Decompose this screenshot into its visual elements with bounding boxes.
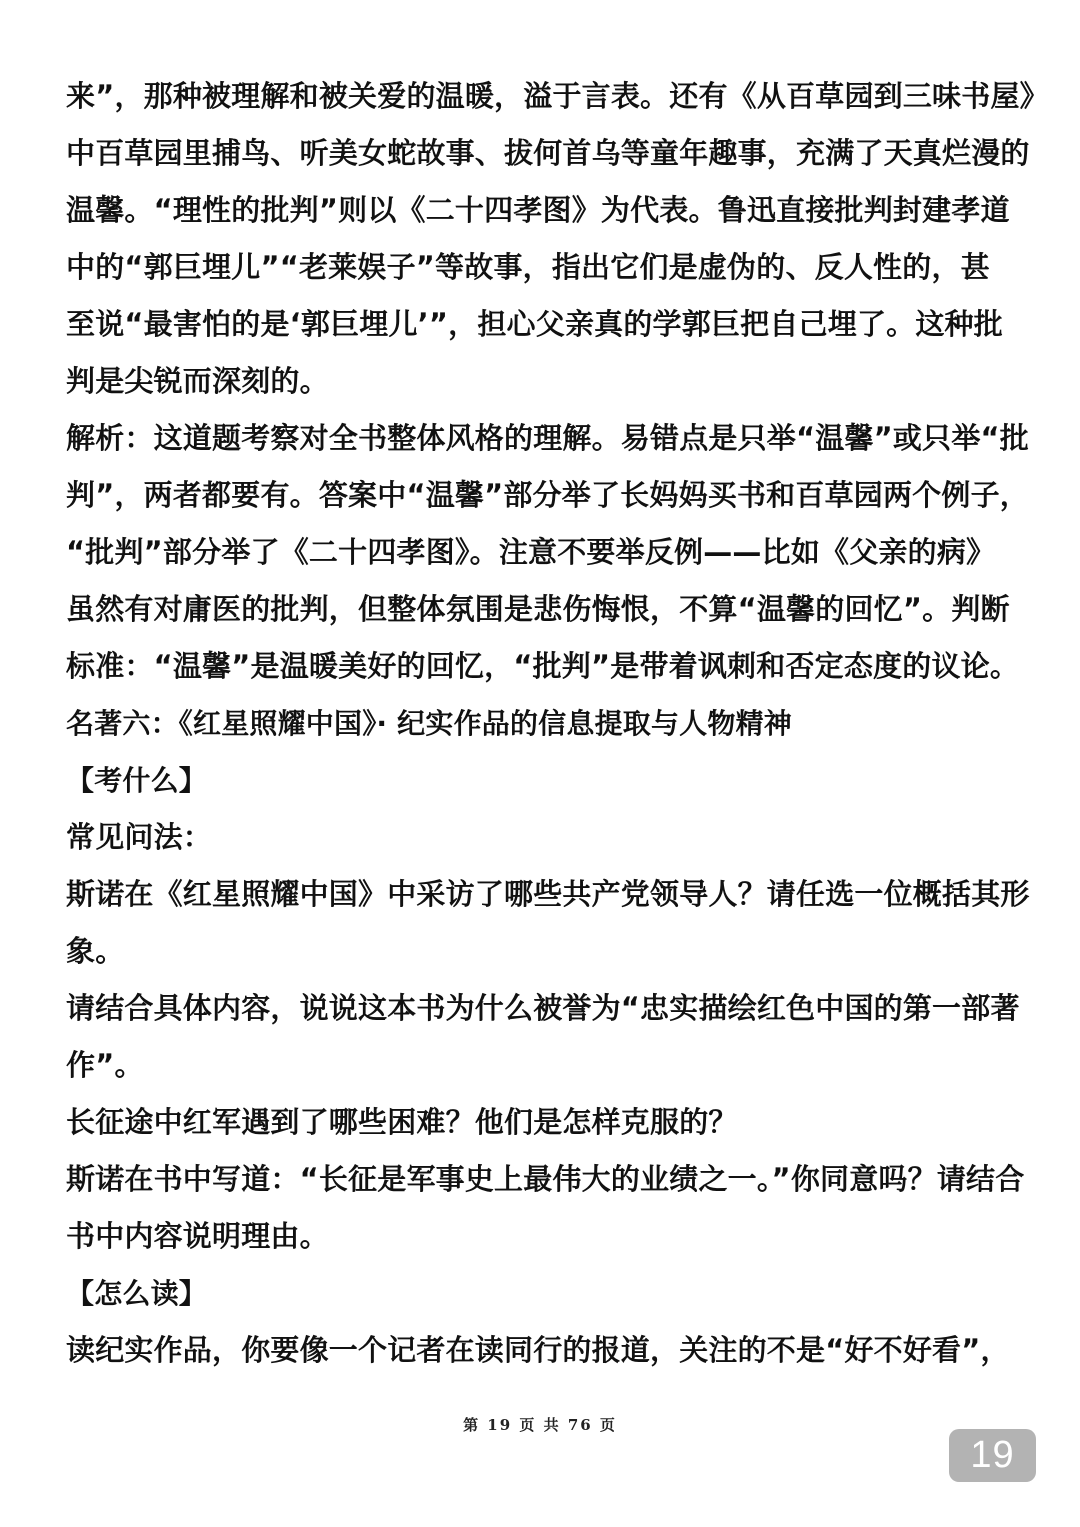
question-line: 书中内容说明理由。: [66, 1219, 329, 1253]
section-title: 名著六：《红星照耀中国》· 纪实作品的信息提取与人物精神: [66, 707, 792, 740]
analysis-line: 标准：“温馨”是温暖美好的回忆，“批判”是带着讽刺和否定态度的议论。: [66, 649, 1020, 683]
document-body: [66, 68, 1049, 1379]
text-line: 中百草园里捕鸟、听美女蛇故事、拔何首乌等童年趣事，充满了天真烂漫的: [66, 136, 1030, 170]
subsection-heading: 【怎么读】: [66, 1277, 208, 1310]
text-line: 中的“郭巨埋儿”“老莱娱子”等故事，指出它们是虚伪的、反人性的，甚: [66, 250, 990, 284]
question-line: 象。: [66, 934, 125, 968]
analysis-line: 判”，两者都要有。答案中“温馨”部分举了长妈妈买书和百草园两个例子，: [66, 478, 1029, 512]
text-line: 至说“最害怕的是‘郭巨埋儿’”，担心父亲真的学郭巨把自己埋了。这种批: [66, 307, 1003, 341]
question-line: 斯诺在《红星照耀中国》中采访了哪些共产党领导人？请任选一位概括其形: [66, 877, 1030, 911]
page-number-badge: 19: [949, 1429, 1036, 1482]
analysis-line: 虽然有对庸医的批判，但整体氛围是悲伤悔恨，不算“温馨的回忆”。判断: [66, 592, 1010, 626]
text-line: 判是尖锐而深刻的。: [66, 364, 329, 398]
text-line: 温馨。“理性的批判”则以《二十四孝图》为代表。鲁迅直接批判封建孝道: [66, 193, 1010, 227]
page-footer: 第 19 页 共 76 页: [463, 1416, 617, 1434]
question-line: 作”。: [66, 1048, 144, 1082]
question-line: 请结合具体内容，说说这本书为什么被誉为“忠实描绘红色中国的第一部著: [66, 991, 1020, 1025]
analysis-line: “批判”部分举了《二十四孝图》。注意不要举反例——比如《父亲的病》: [66, 535, 996, 569]
question-intro: 常见问法：: [66, 820, 213, 854]
analysis-line: 解析：这道题考察对全书整体风格的理解。易错点是只举“温馨”或只举“批: [66, 421, 1029, 455]
text-line: 来”，那种被理解和被关爱的温暖，溢于言表。还有《从百草园到三味书屋》: [66, 79, 1049, 113]
subsection-heading: 【考什么】: [66, 764, 208, 797]
question-line: 长征途中红军遇到了哪些困难？他们是怎样克服的？: [66, 1105, 738, 1139]
text-line: 读纪实作品，你要像一个记者在读同行的报道，关注的不是“好不好看”，: [66, 1333, 1010, 1367]
question-line: 斯诺在书中写道：“长征是军事史上最伟大的业绩之一。”你同意吗？请结合: [66, 1162, 1025, 1196]
